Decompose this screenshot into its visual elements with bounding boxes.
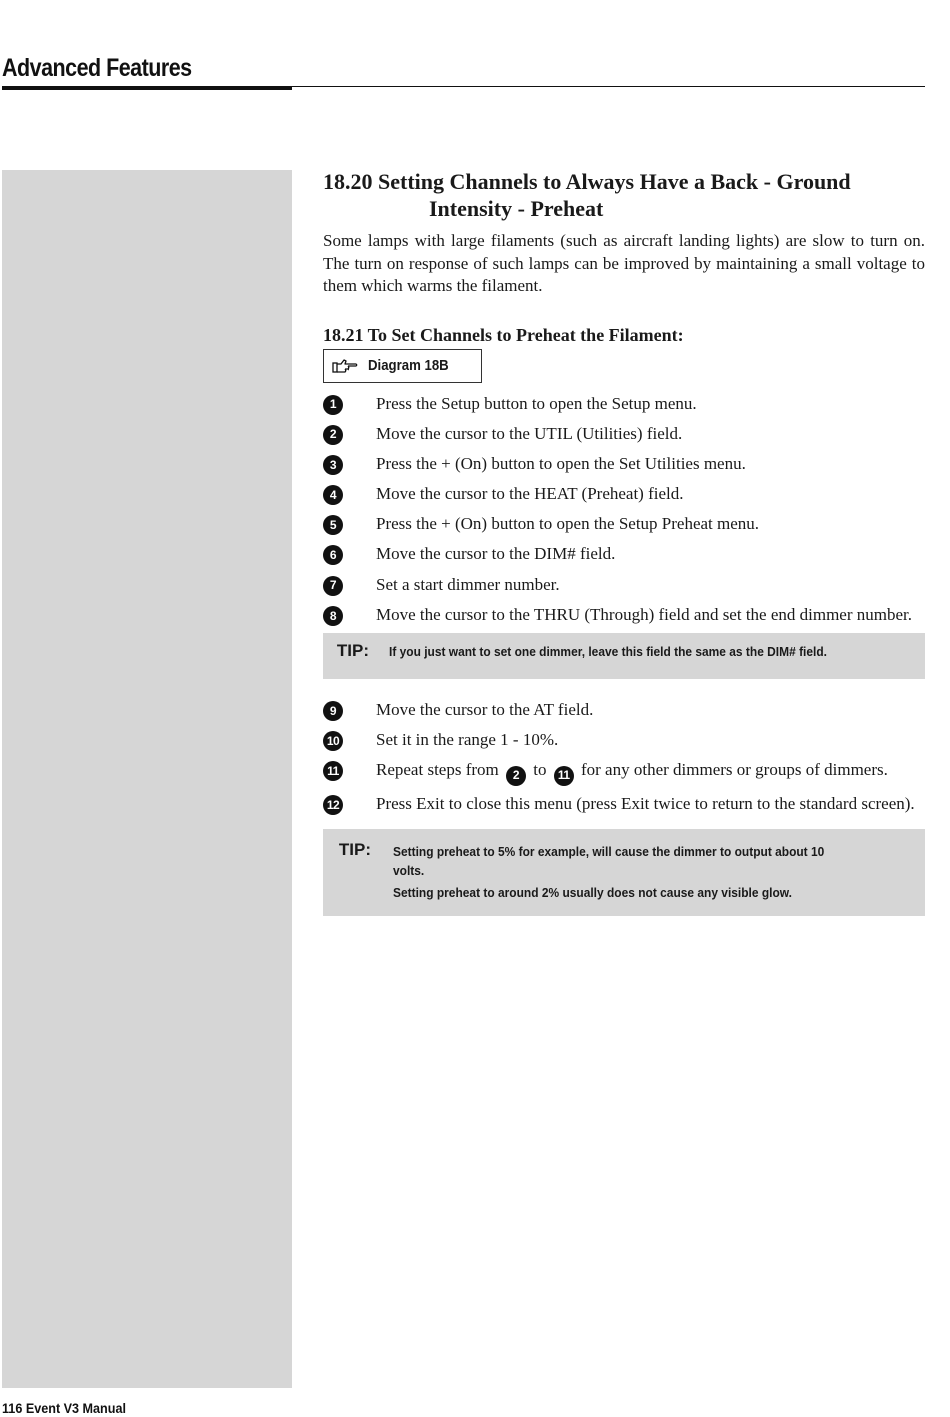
diagram-reference xyxy=(323,349,482,383)
step-text: Set it in the range 1 - 10%. xyxy=(376,730,559,750)
step-text-mid: to xyxy=(533,760,547,780)
main-content xyxy=(323,168,925,916)
tip-body xyxy=(393,840,925,916)
tip-box-1 xyxy=(323,633,925,679)
section-heading xyxy=(323,168,925,222)
tip-text-line1: Setting preheat to 5% for example, will cause the dimmer to output about 10 volts. xyxy=(393,843,825,878)
subsection-heading: 18.21 To Set Channels to Preheat the Filament: xyxy=(323,324,684,345)
step-item xyxy=(323,574,925,597)
tip-text: If you just want to set one dimmer, leave this field the same as the DIM# field. xyxy=(389,644,827,659)
step-number-badge: 9 xyxy=(323,701,343,721)
step-text: Press the + (On) button to open the Set Utilities menu. xyxy=(376,453,746,473)
step-number-badge: 11 xyxy=(323,761,343,781)
step-text: Press the Setup button to open the Setup menu. xyxy=(376,393,697,413)
step-number-badge: 10 xyxy=(323,731,343,751)
section-heading-line2: Intensity - Preheat xyxy=(429,196,604,221)
tip-label: TIP: xyxy=(336,641,369,660)
header-rule-thin xyxy=(292,86,925,87)
step-item xyxy=(323,759,925,785)
step-text-after: for any other dimmers or groups of dimmers. xyxy=(580,760,888,780)
step-item xyxy=(323,513,925,536)
step-text-before: Repeat steps from xyxy=(376,760,499,780)
step-number-badge: 8 xyxy=(323,606,343,626)
sidebar-margin xyxy=(2,170,292,1388)
step-item xyxy=(323,729,925,752)
step-number-badge: 1 xyxy=(323,395,343,415)
step-text: Move the cursor to the HEAT (Preheat) field. xyxy=(376,484,684,504)
steps-list-part2 xyxy=(323,699,925,816)
step-number-badge: 6 xyxy=(323,545,343,565)
page-header-title: Advanced Features xyxy=(2,54,192,82)
step-reference-badge: 11 xyxy=(554,766,574,786)
tip-text-line2: Setting preheat to around 2% usually does not cause any visible glow. xyxy=(393,884,792,900)
step-number-badge: 2 xyxy=(323,425,343,445)
header-rule-thick xyxy=(2,86,292,90)
step-item xyxy=(323,423,925,446)
step-item xyxy=(323,453,925,476)
step-number-badge: 3 xyxy=(323,455,343,475)
step-text: Move the cursor to the THRU (Through) field and set the end dimmer number. xyxy=(376,604,913,624)
step-reference-badge: 2 xyxy=(506,766,526,786)
tip-label: TIP: xyxy=(338,839,371,859)
step-text: Press Exit to close this menu (press Exit twice to return to the standard screen). xyxy=(376,794,915,814)
step-number-badge: 7 xyxy=(323,576,343,596)
step-text: Move the cursor to the UTIL (Utilities) field. xyxy=(376,423,683,443)
step-item xyxy=(323,604,925,627)
step-text: Move the cursor to the AT field. xyxy=(376,700,594,719)
steps-list-part1 xyxy=(323,393,925,627)
step-item xyxy=(323,699,925,722)
step-number-badge: 5 xyxy=(323,515,343,535)
step-item xyxy=(323,483,925,506)
pointing-hand-icon xyxy=(332,357,358,375)
step-item xyxy=(323,543,925,566)
diagram-label: Diagram 18B xyxy=(368,357,449,374)
step-item xyxy=(323,393,925,416)
step-number-badge: 12 xyxy=(323,795,343,815)
tip-body xyxy=(389,641,925,679)
tip-box-2 xyxy=(323,829,925,916)
step-number-badge: 4 xyxy=(323,485,343,505)
intro-paragraph: Some lamps with large filaments (such as aircraft landing lights) are slow to turn on. The turn on response of such lamps can be improved by maintaining a small voltage to them which warms the filament. xyxy=(323,231,925,295)
step-text: Set a start dimmer number. xyxy=(376,574,560,594)
step-text: Move the cursor to the DIM# field. xyxy=(376,544,616,564)
step-text xyxy=(376,759,925,785)
step-item xyxy=(323,793,925,816)
page-footer: 116 Event V3 Manual xyxy=(2,1400,126,1416)
section-heading-line1: 18.20 Setting Channels to Always Have a Back - Ground xyxy=(323,169,851,194)
step-text: Press the + (On) button to open the Setup Preheat menu. xyxy=(376,514,760,534)
